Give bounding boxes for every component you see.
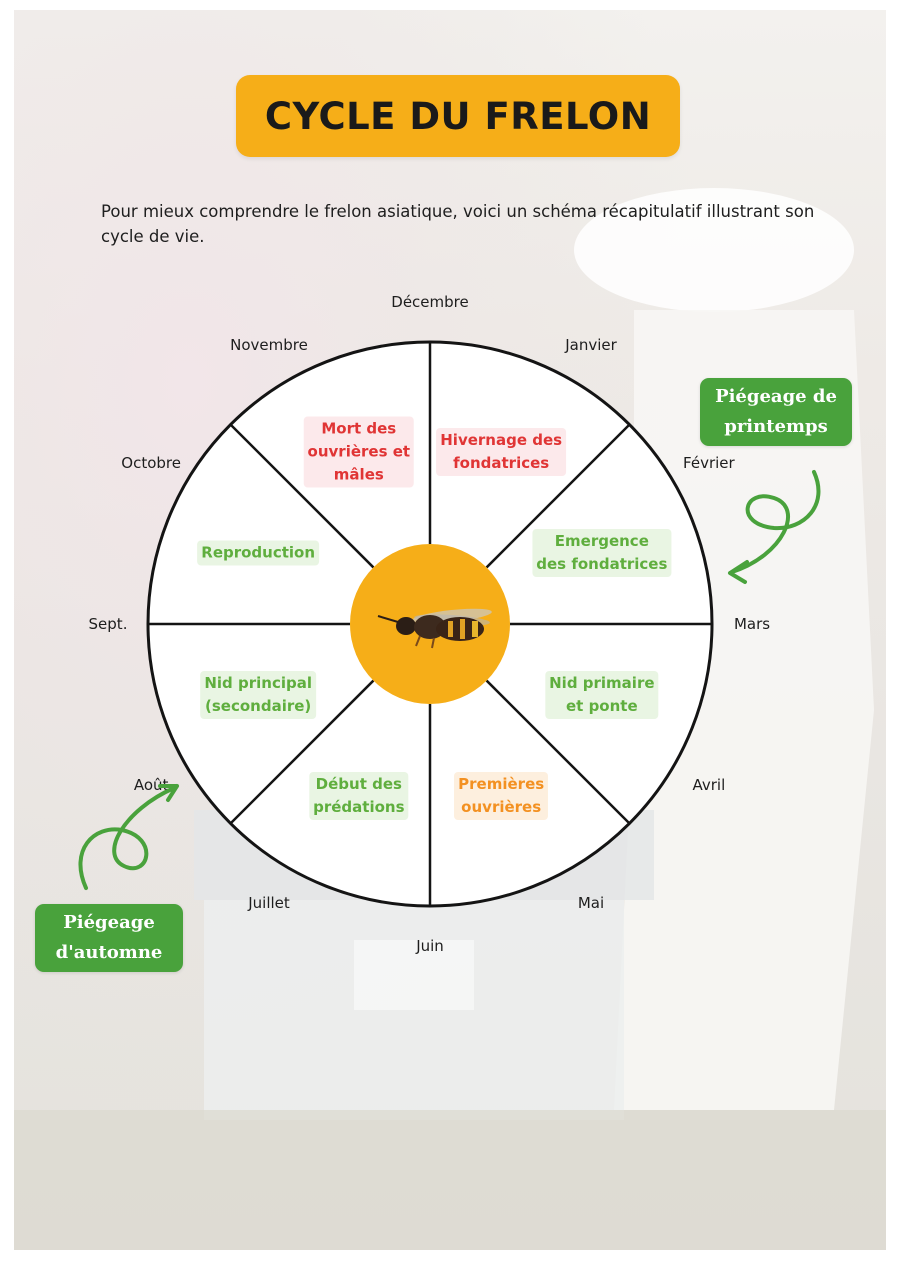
phase-label: Hivernage des fondatrices [436, 428, 566, 476]
month-label: Février [683, 454, 735, 472]
month-label: Sept. [88, 615, 128, 633]
phase-label: Emergence des fondatrices [532, 529, 671, 577]
phase-label: Reproduction [197, 540, 319, 565]
month-label: Octobre [121, 454, 181, 472]
month-label: Décembre [391, 293, 469, 311]
month-label: Juin [416, 937, 444, 955]
month-label: Avril [692, 776, 726, 794]
phase-label: Nid principal (secondaire) [200, 671, 316, 719]
intro-text: Pour mieux comprendre le frelon asiatique, voici un schéma récapitulatif illustrant son cycle de vie. [101, 202, 815, 246]
month-label: Juillet [248, 893, 290, 912]
autumn-trap-badge: Piégeage d'automne [35, 904, 183, 972]
month-label: Août [133, 776, 169, 794]
page-title: CYCLE DU FRELON [264, 94, 652, 138]
phase-label: Mort des ouvrières et mâles [304, 417, 415, 488]
poster [14, 10, 886, 1250]
spring-trap-badge: Piégeage de printemps [700, 378, 852, 446]
phase-label: Premières ouvrières [454, 772, 548, 820]
month-label: Mai [577, 893, 605, 912]
phase-label: Début des prédations [309, 772, 408, 820]
month-label: Mars [733, 615, 771, 633]
phase-label: Nid primaire et ponte [545, 671, 658, 719]
month-label: Janvier [565, 336, 617, 355]
month-label: Novembre [230, 336, 308, 355]
